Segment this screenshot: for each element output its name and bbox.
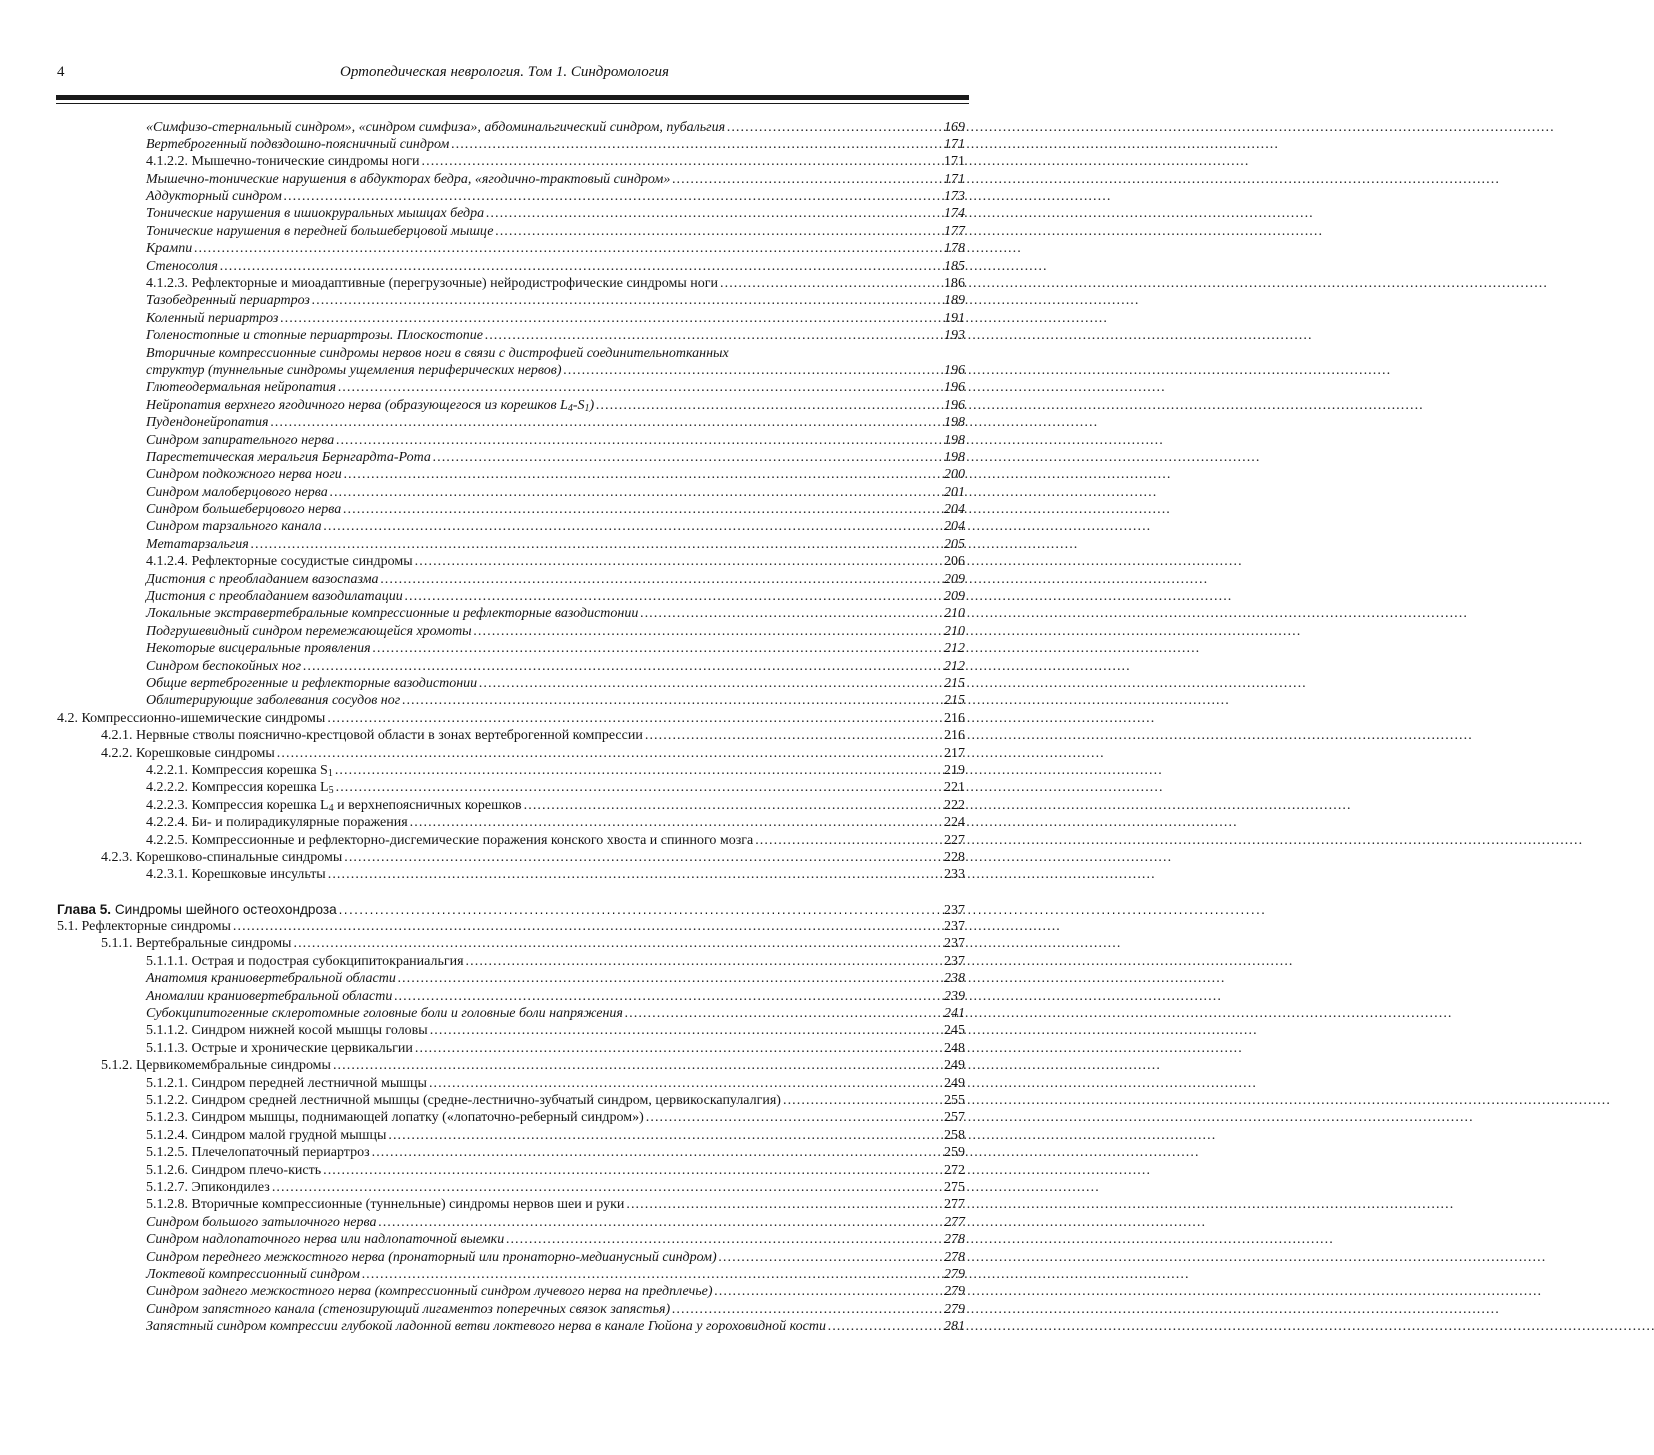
toc-entry-page: 275 — [944, 1179, 965, 1195]
leader-dots — [322, 518, 941, 535]
toc-entry[interactable] — [0, 258, 1000, 275]
leader-dots — [231, 918, 941, 935]
toc-entry-page: 210 — [944, 606, 965, 622]
toc-entry-page: 228 — [944, 849, 965, 865]
toc-entry-title: Стеносолия — [146, 258, 218, 274]
leader-dots — [325, 710, 941, 727]
toc-entry[interactable] — [0, 762, 1000, 779]
leader-dots — [638, 605, 941, 622]
title-part: 4.2.2.3. Компрессия корешка L — [146, 797, 329, 813]
toc-entry-title: 4.1.2.4. Рефлекторные сосудистые синдромы — [146, 554, 413, 570]
leader-dots — [334, 432, 941, 449]
leader-dots — [449, 136, 941, 153]
running-title: Ортопедическая неврология. Том 1. Синдромология — [340, 64, 670, 80]
toc-entry[interactable] — [0, 797, 1000, 814]
toc-block — [0, 414, 1000, 762]
toc-entry[interactable] — [0, 692, 1000, 709]
toc-entry-page: 279 — [944, 1284, 965, 1300]
toc-entry-page: 193 — [944, 328, 965, 344]
toc-entry-page: 279 — [944, 1301, 965, 1317]
toc-entry-page: 221 — [944, 780, 965, 796]
leader-dots — [328, 484, 941, 501]
toc-entry-title: Тазобедренный периартроз — [146, 293, 310, 309]
leader-dots — [522, 797, 941, 814]
toc-entry[interactable] — [0, 1005, 1000, 1022]
toc-entry-page: 215 — [944, 676, 965, 691]
toc-entry[interactable] — [0, 327, 1000, 344]
title-part: Нейропатия верхнего ягодичного нерва (образующегося из корешков L — [146, 397, 568, 413]
toc-entry[interactable] — [0, 658, 1000, 675]
toc-entry[interactable] — [0, 466, 1000, 483]
subscript: 1 — [327, 767, 333, 779]
leader-dots — [360, 1266, 941, 1283]
toc-entry-title: Запястный синдром компрессии глубокой ладонной ветви локтевого нерва в канале Гюйона у гороховидной кости — [146, 1319, 826, 1335]
subscript: 4 — [328, 802, 334, 814]
subscript: 4 — [567, 402, 573, 414]
leader-dots — [413, 1040, 941, 1057]
toc-entry[interactable] — [0, 623, 1000, 640]
toc-entry-title: 4.2.2.4. Би- и полирадикулярные поражения — [146, 815, 408, 831]
toc-entry-page: 200 — [944, 467, 965, 483]
toc-entry-page: 178 — [944, 241, 965, 257]
title-part: -S — [572, 397, 585, 413]
leader-dots — [342, 849, 941, 866]
toc-entry-page: 198 — [944, 432, 965, 448]
toc-entry-title: Голеностопные и стопные периартрозы. Плоскостопие — [146, 328, 483, 344]
leader-dots — [484, 205, 941, 222]
toc-entry-page: 248 — [944, 1040, 965, 1056]
leader-dots — [477, 675, 941, 692]
toc-entry-page: 278 — [944, 1232, 965, 1248]
leader-dots — [326, 866, 941, 883]
toc-entry-title: Мышечно-тонические нарушения в абдукторах бедра, «ягодично-трактовый синдром» — [146, 171, 671, 187]
toc-entry-title: Парестетическая меральгия Бернгардта-Рота — [146, 449, 431, 465]
toc-entry-page: 198 — [944, 449, 965, 465]
toc-entry-title: Синдром запирательного нерва — [146, 432, 335, 448]
toc-entry-title: 4.2.1. Нервные стволы пояснично-крестцовой области в зонах вертеброгенной компрессии — [101, 728, 643, 744]
toc-entry-page: 277 — [944, 1197, 965, 1213]
toc-entry-page: 171 — [944, 171, 965, 187]
toc-entry[interactable] — [0, 1196, 1000, 1213]
toc-entry-title: структур (туннельные синдромы ущемления периферических нервов) — [146, 362, 562, 378]
toc-entry[interactable] — [0, 1162, 1000, 1179]
title-part: 4.2.2.2. Компрессия корешка L — [146, 780, 329, 796]
toc-entry-title: 4.2.2.5. Компрессионные и рефлекторно-дисгемические поражения конского хвоста и спинного мозга — [146, 832, 754, 848]
leader-dots — [483, 327, 941, 344]
leader-dots — [623, 1005, 941, 1022]
leader-dots — [342, 466, 941, 483]
toc-entry-title: 5.1.2. Цервикомембральные синдромы — [101, 1058, 331, 1074]
toc-entry-title: Синдром большого затылочного нерва — [146, 1214, 377, 1230]
toc-entry-page: 196 — [944, 362, 965, 378]
toc-entry-title: Синдром надлопаточного нерва или надлопаточной выемки — [146, 1232, 505, 1248]
toc-entry-page: 171 — [944, 136, 965, 152]
toc-entry-page: 216 — [944, 728, 965, 744]
toc-entry-page: 198 — [944, 415, 965, 431]
leader-dots — [336, 379, 941, 396]
leader-dots — [310, 292, 941, 309]
leader-dots — [472, 623, 941, 640]
toc-entry-page: 174 — [944, 206, 965, 222]
toc-entry[interactable] — [0, 292, 1000, 309]
toc-entry-title: Общие вертеброгенные и рефлекторные вазодистонии — [146, 676, 478, 691]
toc-entry-title: 5.1.2.5. Плечелопаточный периартроз — [146, 1145, 370, 1161]
toc-entry-title: 5.1.1. Вертебральные синдромы — [101, 936, 292, 952]
leader-dots — [400, 692, 941, 709]
leader-dots — [275, 745, 941, 762]
toc-entry-page: 209 — [944, 589, 965, 605]
toc-entry-page: 238 — [944, 971, 965, 987]
leader-dots — [321, 1162, 941, 1179]
leader-dots — [594, 397, 941, 414]
toc-entry-page: 224 — [944, 815, 965, 831]
toc-entry[interactable] — [0, 727, 1000, 744]
leader-dots — [725, 119, 941, 136]
page-number: 4 — [57, 64, 65, 80]
toc-entry-title — [146, 762, 333, 779]
toc-entry[interactable] — [0, 918, 1000, 935]
toc-entry-page: 186 — [944, 276, 965, 292]
toc-block — [0, 379, 1000, 396]
subscript: 1 — [584, 402, 590, 414]
toc-entry[interactable] — [0, 779, 1000, 796]
toc-entry-page: 237 — [944, 936, 965, 952]
toc-entry-title: Локальные экстравертебральные компрессионные и рефлекторные вазодистонии — [146, 606, 639, 622]
toc-entry-title: Облитерирующие заболевания сосудов ног — [146, 693, 401, 709]
toc-entry-title: Синдром переднего межкостного нерва (пронаторный или пронаторно-медианусный синдром) — [146, 1249, 717, 1265]
toc-entry-title: 4.2.3.1. Корешковые инсульты — [146, 867, 326, 883]
title-part: и верхнепоясничных корешков — [333, 797, 522, 813]
leader-dots — [192, 240, 941, 257]
toc-entry-page: 255 — [944, 1092, 965, 1108]
header-rule-thick — [56, 95, 969, 100]
toc-entry[interactable] — [0, 745, 1000, 762]
toc-entry[interactable] — [0, 1318, 1000, 1335]
toc-entry[interactable] — [0, 970, 1000, 987]
toc-entry-title: Некоторые висцеральные проявления — [146, 641, 371, 657]
leader-dots — [408, 814, 941, 831]
toc-entry-page: 237 — [944, 953, 965, 969]
toc-entry-title: 4.1.2.2. Мышечно-тонические синдромы ноги — [146, 154, 420, 170]
toc-entry-page: 196 — [944, 380, 965, 396]
toc-entry[interactable] — [0, 953, 1000, 970]
toc-entry[interactable] — [0, 119, 1000, 136]
toc-entry[interactable] — [0, 362, 1000, 379]
leader-dots — [218, 258, 941, 275]
toc-entry-page: 177 — [944, 223, 965, 239]
toc-entry-page: 191 — [944, 310, 965, 326]
leader-dots — [301, 658, 941, 675]
title-part: ) — [589, 397, 595, 413]
leader-dots — [717, 1249, 941, 1266]
toc-entry-page: 216 — [944, 710, 965, 726]
leader-dots — [413, 553, 941, 570]
toc-entry-title: 4.1.2.3. Рефлекторные и миоадаптивные (перегрузочные) нейродистрофические синдромы ноги — [146, 276, 718, 292]
leader-dots — [376, 1214, 941, 1231]
leader-dots — [396, 970, 941, 987]
toc-entry-title: «Симфизо-стернальный синдром», «синдром симфиза», абдоминальгический синдром, пубальгия — [146, 119, 726, 135]
leader-dots — [334, 779, 941, 796]
toc-entry-page: 237 — [944, 902, 965, 918]
toc-entry-title: 5.1.2.4. Синдром малой грудной мышцы — [146, 1127, 387, 1143]
leader-dots — [644, 1109, 941, 1126]
leader-dots — [282, 188, 941, 205]
toc-entry-title: Синдром подкожного нерва ноги — [146, 467, 342, 483]
toc-entry[interactable] — [0, 1283, 1000, 1300]
toc-entry[interactable] — [0, 1092, 1000, 1109]
leader-dots — [493, 223, 941, 240]
leader-dots — [386, 1127, 941, 1144]
toc-entry-page: 245 — [944, 1023, 965, 1039]
toc-entry[interactable] — [0, 397, 1000, 414]
toc-entry-title: Аддукторный синдром — [146, 189, 282, 205]
toc-entry[interactable] — [0, 1022, 1000, 1039]
toc-entry-page: 239 — [944, 988, 965, 1004]
toc-entry-title: Дистония с преобладанием вазоспазма — [146, 571, 379, 587]
toc-entry[interactable] — [0, 1179, 1000, 1196]
toc-entry[interactable] — [0, 935, 1000, 952]
toc-entry-page: 281 — [944, 1319, 965, 1335]
toc-entry[interactable] — [0, 1109, 1000, 1126]
toc-entry-title: Подгрушевидный синдром перемежающейся хромоты — [146, 623, 472, 639]
leader-dots — [269, 414, 941, 431]
toc-entry[interactable] — [0, 605, 1000, 622]
toc-entry-title: 5.1.2.8. Вторичные компрессионные (туннельные) синдромы нервов шеи и руки — [146, 1197, 625, 1213]
toc-entry[interactable] — [0, 171, 1000, 188]
toc-entry-title: 5.1.2.6. Синдром плечо-кисть — [146, 1162, 322, 1178]
toc-entry[interactable] — [0, 414, 1000, 431]
toc-entry-page: 169 — [944, 119, 965, 135]
toc-chapter-entry[interactable] — [0, 901, 1000, 918]
toc-entry-page: 233 — [944, 867, 965, 883]
toc-entry-page: 204 — [944, 502, 965, 518]
toc-entry[interactable] — [0, 1301, 1000, 1318]
toc-entry[interactable] — [0, 484, 1000, 501]
toc-entry[interactable] — [0, 188, 1000, 205]
toc-entry-page: 217 — [944, 745, 965, 761]
toc-entry[interactable] — [0, 223, 1000, 240]
leader-dots — [278, 310, 941, 327]
toc-entry-title: Тонические нарушения в передней большеберцовой мышце — [146, 223, 494, 239]
toc-entry-title: Синдром заднего межкостного нерва (компрессионный синдром лучевого нерва на предплечье) — [146, 1284, 713, 1300]
toc-entry-title: Вертеброгенный подвздошно-поясничный синдром — [146, 136, 450, 152]
leader-dots — [392, 988, 941, 1005]
leader-dots — [562, 362, 941, 379]
toc-entry-page: 272 — [944, 1162, 965, 1178]
toc-entry[interactable] — [0, 205, 1000, 222]
toc-entry-title: 4.2. Компрессионно-ишемические синдромы — [57, 710, 326, 726]
toc-entry[interactable] — [0, 536, 1000, 553]
leader-dots — [291, 935, 941, 952]
toc-entry[interactable] — [0, 588, 1000, 605]
toc-entry[interactable] — [0, 240, 1000, 257]
leader-dots — [781, 1092, 941, 1109]
toc-entry-title — [146, 397, 594, 414]
toc-entry-page: 215 — [944, 693, 965, 709]
leader-dots — [753, 832, 941, 849]
header-rule-thin — [56, 103, 969, 104]
toc-entry-title: Пудендонейропатия — [146, 415, 269, 431]
leader-dots — [826, 1318, 941, 1335]
toc-entry-page: 212 — [944, 658, 965, 674]
toc-entry[interactable] — [0, 518, 1000, 535]
toc-entry-title — [146, 779, 334, 796]
toc-entry-page: 210 — [944, 623, 965, 639]
toc-entry[interactable] — [0, 432, 1000, 449]
toc-entry-title: Синдром беспокойных ног — [146, 658, 302, 674]
toc-entry-title: Синдром запястного канала (стенозирующий лигаментоз поперечных связок запястья) — [146, 1301, 671, 1317]
toc-entry-page: 171 — [944, 154, 965, 170]
toc-entry-page: 196 — [944, 397, 965, 413]
toc-entry-page: 258 — [944, 1127, 965, 1143]
toc-entry-title: Тонические нарушения в ишиокруральных мышцах бедра — [146, 206, 485, 222]
toc-entry-title: Синдром тарзального канала — [146, 519, 322, 535]
toc-entry-title: Анатомия краниовертебральной области — [146, 971, 396, 987]
toc-entry[interactable] — [0, 345, 1000, 362]
leader-dots — [643, 727, 941, 744]
table-of-contents — [0, 119, 1000, 1336]
leader-dots — [341, 501, 941, 518]
toc-entry[interactable] — [0, 379, 1000, 396]
toc-block — [0, 918, 1000, 1335]
toc-block — [0, 814, 1000, 884]
leader-dots — [624, 1196, 941, 1213]
toc-entry-page: 237 — [944, 919, 965, 935]
leader-dots — [370, 1144, 941, 1161]
chapter-title: Синдромы шейного остеохондроза — [111, 901, 337, 917]
toc-entry-page: 278 — [944, 1249, 965, 1265]
toc-entry[interactable] — [0, 1057, 1000, 1074]
toc-entry-title: 4.2.3. Корешково-спинальные синдромы — [101, 849, 343, 865]
toc-entry[interactable] — [0, 1231, 1000, 1248]
toc-entry-page: 204 — [944, 519, 965, 535]
toc-entry-title: 5.1.2.2. Синдром средней лестничной мышцы (средне-лестнично-зубчатый синдром, цервикоскапулалгия) — [146, 1092, 781, 1108]
toc-entry[interactable] — [0, 1214, 1000, 1231]
toc-entry[interactable] — [0, 1249, 1000, 1266]
toc-entry-title: 5.1.2.7. Эпикондилез — [146, 1179, 270, 1195]
toc-entry-title: Крампи — [146, 241, 193, 257]
toc-entry-page: 173 — [944, 189, 965, 205]
toc-entry[interactable] — [0, 553, 1000, 570]
toc-entry[interactable] — [0, 1127, 1000, 1144]
toc-entry-title: Коленный периартроз — [146, 310, 279, 326]
toc-entry-page: 189 — [944, 293, 965, 309]
toc-entry-page: 205 — [944, 536, 965, 552]
toc-entry-title: Метатарзальгия — [146, 536, 249, 552]
leader-dots — [270, 1179, 941, 1196]
toc-entry-page: 201 — [944, 484, 965, 500]
toc-entry[interactable] — [0, 449, 1000, 466]
toc-entry-title: Глютеодермальная нейропатия — [146, 380, 337, 396]
toc-entry[interactable] — [0, 1144, 1000, 1161]
toc-entry-title: Синдром малоберцового нерва — [146, 484, 328, 500]
toc-entry-title — [57, 901, 337, 918]
toc-block — [0, 119, 1000, 345]
toc-entry-title: 5.1.1.1. Острая и подострая субокципитокраниальгия — [146, 953, 464, 969]
toc-entry-page: 241 — [944, 1006, 965, 1022]
toc-entry-title: Синдром большеберцового нерва — [146, 502, 342, 518]
toc-entry[interactable] — [0, 153, 1000, 170]
toc-entry-page: 249 — [944, 1058, 965, 1074]
leader-dots — [379, 571, 941, 588]
toc-entry[interactable] — [0, 849, 1000, 866]
leader-dots — [331, 1057, 941, 1074]
toc-entry-title: Дистония с преобладанием вазодилатации — [146, 589, 403, 605]
toc-entry[interactable] — [0, 1266, 1000, 1283]
toc-entry[interactable] — [0, 1075, 1000, 1092]
leader-dots — [420, 153, 942, 170]
toc-entry-page: 259 — [944, 1145, 965, 1161]
leader-dots — [670, 171, 941, 188]
leader-dots — [337, 901, 941, 918]
toc-entry[interactable] — [0, 988, 1000, 1005]
title-part: 4.2.2.1. Компрессия корешка S — [146, 762, 328, 778]
leader-dots — [371, 640, 941, 657]
toc-entry[interactable] — [0, 640, 1000, 657]
toc-entry[interactable] — [0, 710, 1000, 727]
leader-dots — [718, 275, 941, 292]
toc-entry-title: Вторичные компрессионные синдромы нервов ноги в связи с дистрофией соединительнотканных — [146, 345, 729, 361]
toc-entry[interactable] — [0, 501, 1000, 518]
leader-dots — [427, 1075, 941, 1092]
toc-entry-page: 249 — [944, 1075, 965, 1091]
toc-entry-page: 227 — [944, 832, 965, 848]
toc-entry-page: 219 — [944, 762, 965, 778]
toc-entry[interactable] — [0, 571, 1000, 588]
leader-dots — [713, 1283, 941, 1300]
leader-dots — [431, 449, 941, 466]
section-gap — [0, 884, 1000, 901]
toc-entry[interactable] — [0, 310, 1000, 327]
leader-dots — [428, 1022, 941, 1039]
toc-entry[interactable] — [0, 814, 1000, 831]
toc-entry[interactable] — [0, 832, 1000, 849]
toc-entry[interactable] — [0, 275, 1000, 292]
toc-entry-title: 5.1.1.2. Синдром нижней косой мышцы головы — [146, 1023, 428, 1039]
toc-entry-page: 206 — [944, 554, 965, 570]
toc-entry-page: 209 — [944, 571, 965, 587]
leader-dots — [403, 588, 941, 605]
leader-dots — [333, 762, 941, 779]
toc-entry-title: 5.1.2.3. Синдром мышцы, поднимающей лопатку («лопаточно-реберный синдром») — [146, 1110, 644, 1126]
toc-entry-title: Аномалии краниовертебральной области — [146, 988, 393, 1004]
leader-dots — [464, 953, 941, 970]
toc-entry-page: 277 — [944, 1214, 965, 1230]
toc-entry[interactable] — [0, 675, 1000, 692]
toc-entry-title — [146, 797, 522, 814]
toc-entry[interactable] — [0, 1040, 1000, 1057]
leader-dots — [504, 1231, 941, 1248]
toc-entry-page: 257 — [944, 1110, 965, 1126]
toc-entry-title: 4.2.2. Корешковые синдромы — [101, 745, 275, 761]
toc-entry-page: 185 — [944, 258, 965, 274]
chapter-label: Глава 5. — [57, 901, 112, 917]
toc-entry-page: 222 — [944, 797, 965, 813]
toc-entry-page: 212 — [944, 641, 965, 657]
toc-entry-title: 5.1.1.3. Острые и хронические цервикальгии — [146, 1040, 413, 1056]
toc-entry[interactable] — [0, 866, 1000, 883]
toc-entry[interactable] — [0, 136, 1000, 153]
toc-entry-title: Субокципитогенные склеротомные головные боли и головные боли напряжения — [146, 1006, 623, 1022]
toc-entry-title: 5.1. Рефлекторные синдромы — [57, 919, 231, 935]
toc-entry-page: 279 — [944, 1266, 965, 1282]
toc-entry-title: Локтевой компрессионный синдром — [146, 1266, 360, 1282]
leader-dots — [249, 536, 941, 553]
leader-dots — [670, 1301, 941, 1318]
subscript: 5 — [328, 785, 334, 797]
toc-entry-title: 5.1.2.1. Синдром передней лестничной мышцы — [146, 1075, 427, 1091]
